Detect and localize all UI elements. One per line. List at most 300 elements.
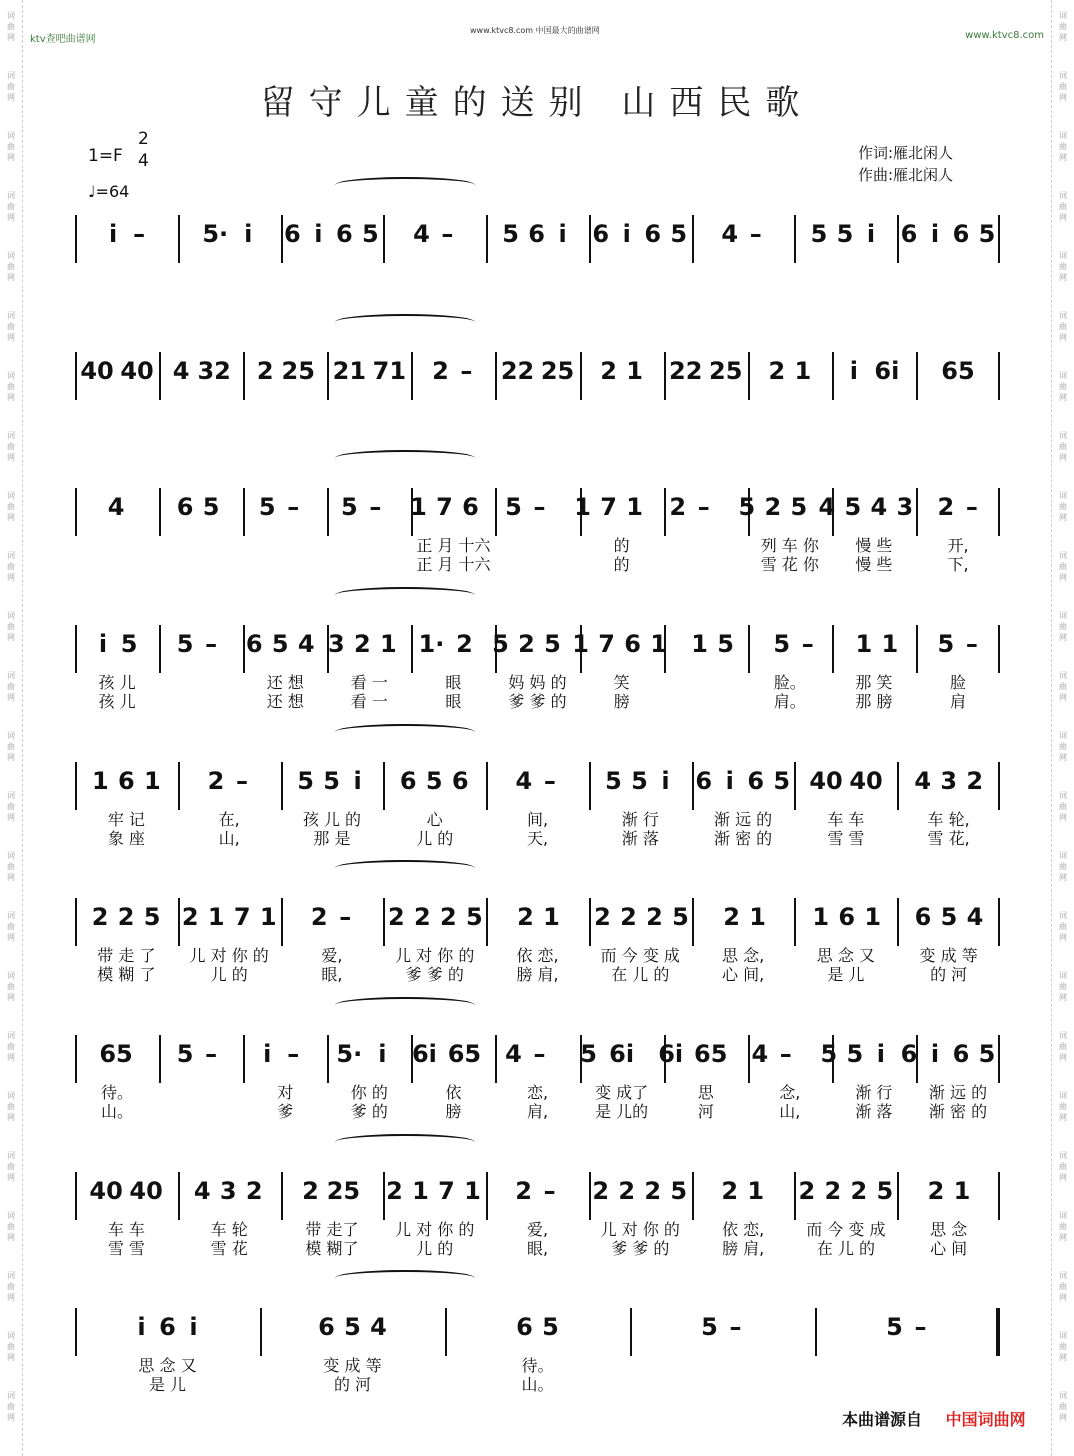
lyric-cell: 天, xyxy=(526,829,549,848)
note: i xyxy=(622,220,631,248)
lyric-cell: 渐 密 的 xyxy=(713,829,773,848)
note: 1 xyxy=(881,630,899,658)
note: 40 xyxy=(849,767,883,795)
measure xyxy=(732,492,814,522)
side-watermark-mark: 词 曲 网 xyxy=(7,551,15,582)
lyric-cell: 渐 落 xyxy=(855,1102,893,1121)
measure xyxy=(411,356,495,386)
note: – xyxy=(749,220,762,248)
note: 5 xyxy=(340,493,358,521)
measure xyxy=(485,1039,567,1069)
measure xyxy=(896,1039,1000,1069)
measure xyxy=(321,1039,403,1069)
footer-source-site[interactable]: 中国词曲网 xyxy=(945,1410,1026,1429)
lyric-cell: 思 念 又 xyxy=(138,1356,197,1375)
note: 2 xyxy=(646,903,663,931)
measure xyxy=(279,1176,381,1206)
note: 5 xyxy=(492,630,509,658)
note: 21 xyxy=(332,357,367,385)
slur-mark xyxy=(335,1134,475,1150)
note: 2 xyxy=(439,903,457,931)
side-watermark-mark: 词 曲 网 xyxy=(1059,911,1067,942)
note: 6 xyxy=(117,767,135,795)
measure xyxy=(239,629,321,659)
note: 5 xyxy=(176,1040,194,1068)
lyric-cell: 脸 xyxy=(949,673,966,692)
note: 1 xyxy=(626,357,643,385)
measure xyxy=(796,902,898,932)
measure xyxy=(177,219,279,249)
side-watermark-mark: 词 曲 网 xyxy=(7,791,15,822)
lyric-line xyxy=(75,810,1000,829)
measure xyxy=(383,766,486,796)
lyric-line xyxy=(75,536,1000,555)
note: – xyxy=(369,493,382,521)
side-watermark-mark: 词 曲 网 xyxy=(1059,611,1067,642)
lyric-cell: 的 河 xyxy=(333,1375,372,1394)
side-watermark-mark: 词 曲 网 xyxy=(7,671,15,702)
note: 6 xyxy=(318,1313,335,1341)
note: 5 xyxy=(580,1040,597,1068)
side-watermark-mark: 词 曲 网 xyxy=(7,731,15,762)
note: 4 xyxy=(172,357,190,385)
lyric-cell: 渐 远 的 xyxy=(928,1083,988,1102)
note-row xyxy=(75,902,1000,932)
lyric-cell: 爱, xyxy=(321,946,343,965)
note: 2 xyxy=(207,767,225,795)
note: 65 xyxy=(99,1040,133,1068)
lyric-cell: 待。 xyxy=(521,1356,554,1375)
lyric-cell: 膀 肩, xyxy=(516,965,559,984)
note: 2 xyxy=(644,1177,662,1205)
lyric-cell: 山。 xyxy=(101,1102,134,1121)
time-sig-bottom: 4 xyxy=(138,151,149,171)
note: 5 xyxy=(344,1313,361,1341)
lyric-cell: 孩 儿 的 xyxy=(302,810,362,829)
note: i xyxy=(353,767,362,795)
note: 65 xyxy=(941,357,975,385)
note: 1 xyxy=(543,903,560,931)
lyric-cell: 在 儿 的 xyxy=(816,1239,875,1258)
measure xyxy=(485,629,567,659)
measure xyxy=(157,1039,239,1069)
note: 2 xyxy=(966,767,984,795)
note: 2 xyxy=(721,1177,739,1205)
lyric-cell: 思 xyxy=(697,1083,714,1102)
lyric-cell: 思 念 又 xyxy=(816,946,875,965)
lyric-cell xyxy=(75,536,159,555)
note: 22 xyxy=(500,357,535,385)
side-watermark-mark: 词 曲 网 xyxy=(1059,1031,1067,1062)
side-watermark-mark: 词 曲 网 xyxy=(7,611,15,642)
note: 3 xyxy=(327,630,345,658)
note: – xyxy=(287,1040,300,1068)
note: 1 xyxy=(91,767,109,795)
side-watermark-mark: 词 曲 网 xyxy=(7,311,15,342)
note: 40 xyxy=(89,1177,123,1205)
note: 4 xyxy=(751,1040,769,1068)
lyric-cell: 车 车 xyxy=(827,810,865,829)
note: 4 xyxy=(413,220,430,248)
lyric-cell: 恋, xyxy=(526,1083,549,1102)
side-watermark-mark: 词 曲 网 xyxy=(7,1271,15,1302)
note: – xyxy=(697,493,710,521)
lyric-cell: 下, xyxy=(947,555,969,574)
note: 4 xyxy=(107,493,125,521)
measure xyxy=(588,219,692,249)
slur-mark xyxy=(335,450,475,466)
measure xyxy=(815,1312,1000,1342)
measure xyxy=(897,766,1000,796)
lyric-cell: 膀 xyxy=(445,1102,462,1121)
lyric-cell: 爹 爹 的 xyxy=(508,692,567,711)
lyric-cell: 肩 xyxy=(949,692,966,711)
note: 4 xyxy=(870,493,888,521)
slur-mark xyxy=(335,314,475,330)
composer-credit: 作曲:雁北闲人 xyxy=(858,166,954,184)
lyric-cell: 眼, xyxy=(526,1239,549,1258)
lyric-cell: 的 xyxy=(613,536,630,555)
note: 6 xyxy=(624,630,641,658)
lyric-cell: 还 想 xyxy=(266,692,304,711)
lyric-cell xyxy=(664,692,748,711)
side-watermark-mark: 词 曲 网 xyxy=(1059,1151,1067,1182)
header-center-site[interactable]: www.ktvc8.com 中国最大的曲谱网 xyxy=(470,26,600,35)
lyric-cell xyxy=(664,555,748,574)
lyric-cell: 眼, xyxy=(321,965,343,984)
note: – xyxy=(441,220,454,248)
note: 1· xyxy=(418,630,445,658)
side-watermark-mark: 词 曲 网 xyxy=(1059,1211,1067,1242)
note: – xyxy=(205,1040,218,1068)
note: 5 xyxy=(631,767,648,795)
lyric-cell: 儿 对 你 的 xyxy=(600,1220,680,1239)
note: 40 xyxy=(129,1177,163,1205)
lyric-cell xyxy=(630,1356,815,1375)
lyric-cell: 眼 xyxy=(445,673,462,692)
score-system xyxy=(75,205,1000,330)
lyric-cell xyxy=(495,555,579,574)
note: 2 xyxy=(353,630,371,658)
lyric-cell xyxy=(327,536,411,555)
slur-mark xyxy=(335,177,475,193)
measure xyxy=(280,766,383,796)
note: 3 xyxy=(896,493,914,521)
lyric-cell: 是 儿的 xyxy=(595,1102,649,1121)
note: i xyxy=(98,630,108,658)
note-row xyxy=(75,629,1000,659)
measure xyxy=(918,492,1000,522)
footer-source-label: 本曲谱源自 xyxy=(842,1410,923,1429)
note: 2 xyxy=(723,903,740,931)
note: 6 xyxy=(159,1313,176,1341)
note: 7 xyxy=(600,493,617,521)
measure xyxy=(691,766,795,796)
side-watermark-mark: 词 曲 网 xyxy=(7,131,15,162)
note: i xyxy=(930,220,940,248)
measure xyxy=(75,629,157,659)
note: i xyxy=(725,767,734,795)
measure xyxy=(672,629,754,659)
note: 5 xyxy=(544,630,561,658)
side-watermark-mark: 词 曲 网 xyxy=(7,71,15,102)
measure xyxy=(630,1312,815,1342)
note: i xyxy=(244,220,253,248)
note: 1 xyxy=(464,1177,481,1205)
note: 7 xyxy=(233,903,251,931)
lyric-cell xyxy=(495,536,579,555)
note: 5 xyxy=(143,903,161,931)
note: 5 xyxy=(672,903,689,931)
measure xyxy=(321,629,403,659)
side-watermark-mark: 词 曲 网 xyxy=(7,1151,15,1182)
note: – xyxy=(729,1313,742,1341)
measure xyxy=(178,766,281,796)
note: 2 xyxy=(91,903,109,931)
note: 1 xyxy=(864,903,882,931)
note: 5 xyxy=(701,1313,718,1341)
lyric-cell xyxy=(243,555,327,574)
side-watermark-mark: 词 曲 网 xyxy=(1059,791,1067,822)
slur-mark xyxy=(335,587,475,603)
lyric-cell: 孩 儿 xyxy=(98,692,136,711)
side-watermark-mark: 词 曲 网 xyxy=(1059,551,1067,582)
note: 5 xyxy=(876,1177,894,1205)
note: – xyxy=(287,493,300,521)
note: 6i xyxy=(658,1040,684,1068)
measure xyxy=(159,356,243,386)
lyric-cell: 笑 xyxy=(613,673,630,692)
note: 5 xyxy=(361,220,379,248)
lyric-cell: 带 走了 xyxy=(305,1220,359,1239)
note: 5 xyxy=(670,1177,688,1205)
note: 2 xyxy=(517,903,534,931)
note: – xyxy=(533,1040,546,1068)
lyric-cell: 山, xyxy=(218,829,240,848)
measure xyxy=(382,1176,486,1206)
lyric-cell: 爹 爹 的 xyxy=(405,965,464,984)
measure xyxy=(898,1176,1000,1206)
side-watermark-mark: 词 曲 网 xyxy=(1059,131,1067,162)
lyric-cell: 儿 对 你 的 xyxy=(395,946,475,965)
lyric-line xyxy=(75,829,1000,848)
side-watermark-mark: 词 曲 网 xyxy=(1059,491,1067,522)
measure xyxy=(75,219,177,249)
note: 2 xyxy=(310,903,328,931)
side-watermark-mark: 词 曲 网 xyxy=(1059,1271,1067,1302)
lyric-cell: 还 想 xyxy=(266,673,304,692)
lyric-cell xyxy=(664,673,748,692)
note: – xyxy=(801,630,814,658)
measure xyxy=(75,902,177,932)
side-watermark-mark: 词 曲 网 xyxy=(1059,1391,1067,1422)
note: 6 xyxy=(952,1040,970,1068)
note: 1 xyxy=(572,630,589,658)
footer-source xyxy=(842,1407,1026,1430)
lyric-cell xyxy=(159,1102,243,1121)
note: 1 xyxy=(794,357,812,385)
measure xyxy=(486,766,589,796)
lyric-cell: 山, xyxy=(779,1102,801,1121)
measure xyxy=(794,219,896,249)
side-watermark-mark: 词 曲 网 xyxy=(1059,731,1067,762)
header-right-site[interactable]: www.ktvc8.com xyxy=(965,30,1044,41)
measure xyxy=(157,629,239,659)
note: – xyxy=(235,767,248,795)
note: 5 xyxy=(773,767,791,795)
measure xyxy=(321,492,403,522)
side-watermark-mark: 词 曲 网 xyxy=(1059,371,1067,402)
measure xyxy=(832,356,916,386)
key-signature xyxy=(88,129,149,171)
measure xyxy=(692,219,794,249)
measure xyxy=(495,356,579,386)
lyric-line xyxy=(75,1375,1000,1394)
lyric-line xyxy=(75,673,1000,692)
note: i xyxy=(930,1040,940,1068)
measure xyxy=(916,356,1000,386)
side-watermark-mark: 词 曲 网 xyxy=(1059,671,1067,702)
side-watermark-mark: 词 曲 网 xyxy=(7,1331,15,1362)
lyric-cell: 爹 的 xyxy=(350,1102,388,1121)
note: 7 xyxy=(438,1177,455,1205)
measure xyxy=(664,356,748,386)
note: 2 xyxy=(669,493,687,521)
lyric-cell: 变 成 等 xyxy=(919,946,978,965)
measure xyxy=(75,1176,177,1206)
lyric-cell: 心 xyxy=(426,810,443,829)
lyric-cell: 变 成了 xyxy=(595,1083,649,1102)
key-label: 1=F xyxy=(88,146,123,166)
note: 5 xyxy=(810,220,828,248)
note: 4 xyxy=(505,1040,522,1068)
note: 6 xyxy=(952,220,970,248)
measure xyxy=(568,492,650,522)
lyric-cell: 依 xyxy=(445,1083,462,1102)
note: 25 xyxy=(326,1177,361,1205)
lyric-cell: 肩。 xyxy=(773,692,806,711)
note: 5 xyxy=(937,630,955,658)
lyric-cell: 思 念 xyxy=(930,1220,968,1239)
note: 6 xyxy=(399,767,417,795)
lyric-cell: 列 车 你 xyxy=(760,536,819,555)
note: 32 xyxy=(197,357,231,385)
note: 5 xyxy=(297,767,314,795)
lyricist-credit: 作词:雁北闲人 xyxy=(858,144,954,162)
note: 1 xyxy=(379,630,397,658)
lyric-cell: 念, xyxy=(779,1083,801,1102)
measure xyxy=(694,902,796,932)
header-left-site[interactable]: ktv查吧曲谱网 xyxy=(30,34,96,45)
note: 5 xyxy=(790,493,808,521)
note: 4 xyxy=(515,767,533,795)
note: – xyxy=(543,767,556,795)
lyric-line xyxy=(75,692,1000,711)
note-row xyxy=(75,1176,1000,1206)
note: 4 xyxy=(966,903,984,931)
lyric-cell: 渐 行 xyxy=(621,810,659,829)
note: 6 xyxy=(528,220,545,248)
lyric-cell: 爹 爹 的 xyxy=(611,1239,670,1258)
note: 25 xyxy=(709,357,743,385)
lyric-cell: 待。 xyxy=(101,1083,134,1102)
lyric-line xyxy=(75,1356,1000,1375)
side-watermark-mark: 词 曲 网 xyxy=(1059,971,1067,1002)
lyric-cell: 依 恋, xyxy=(516,946,559,965)
lyric-cell: 河 xyxy=(697,1102,714,1121)
lyric-cell: 你 的 xyxy=(350,1083,388,1102)
note: 2 xyxy=(768,357,786,385)
lyric-cell: 孩 儿 xyxy=(98,673,136,692)
lyric-cell: 带 走 了 xyxy=(97,946,156,965)
lyric-cell: 象 座 xyxy=(107,829,145,848)
measure xyxy=(580,356,664,386)
measure xyxy=(177,1176,279,1206)
note: – xyxy=(779,1040,792,1068)
note: 6 xyxy=(245,630,263,658)
lyric-cell: 心 间, xyxy=(721,965,765,984)
lyric-cell: 是 儿 xyxy=(148,1375,187,1394)
note: 5 xyxy=(202,493,220,521)
note: 2 xyxy=(515,1177,532,1205)
lyric-cell: 儿 对 你 的 xyxy=(189,946,269,965)
measure xyxy=(486,1176,588,1206)
lyric-cell: 看 一 xyxy=(350,673,388,692)
lyric-cell: 思 念, xyxy=(721,946,765,965)
note: – xyxy=(133,220,146,248)
note: 6 xyxy=(516,1313,533,1341)
note: 5 xyxy=(258,493,276,521)
note: – xyxy=(460,357,473,385)
note: 6 xyxy=(747,767,765,795)
note: 6 xyxy=(176,493,194,521)
note: i xyxy=(866,220,876,248)
note: 5 xyxy=(505,493,522,521)
lyric-cell: 爱, xyxy=(526,1220,549,1239)
note: – xyxy=(533,493,546,521)
score-system xyxy=(75,1025,1000,1150)
lyric-cell: 爹 xyxy=(277,1102,294,1121)
note: 22 xyxy=(669,357,703,385)
slur-mark xyxy=(335,860,475,876)
lyric-cell: 的 xyxy=(613,555,630,574)
lyric-cell: 儿 的 xyxy=(210,965,248,984)
note: 71 xyxy=(372,357,407,385)
note: – xyxy=(543,1177,556,1205)
note: 1 xyxy=(207,903,225,931)
measure xyxy=(918,629,1000,659)
side-watermark-mark: 词 曲 网 xyxy=(7,491,15,522)
side-watermark-mark: 词 曲 网 xyxy=(1059,431,1067,462)
lyric-cell xyxy=(159,536,243,555)
note: 2 xyxy=(413,903,431,931)
note: 6 xyxy=(644,220,662,248)
note-row xyxy=(75,766,1000,796)
lyric-cell xyxy=(159,1083,243,1102)
note: 6 xyxy=(900,1040,918,1068)
score-system xyxy=(75,752,1000,877)
lyric-cell: 正 月 十六 xyxy=(416,555,491,574)
measure xyxy=(896,219,1000,249)
note: 2 xyxy=(181,903,199,931)
note: 4 xyxy=(818,493,836,521)
lyric-cell: 变 成 等 xyxy=(323,1356,382,1375)
note-row xyxy=(75,356,1000,386)
song-title: 留守儿童的送别 山西民歌 xyxy=(260,83,814,123)
lyric-cell: 依 恋, xyxy=(721,1220,765,1239)
lyric-line xyxy=(75,1220,1000,1239)
lyric-cell: 膀 xyxy=(613,692,630,711)
